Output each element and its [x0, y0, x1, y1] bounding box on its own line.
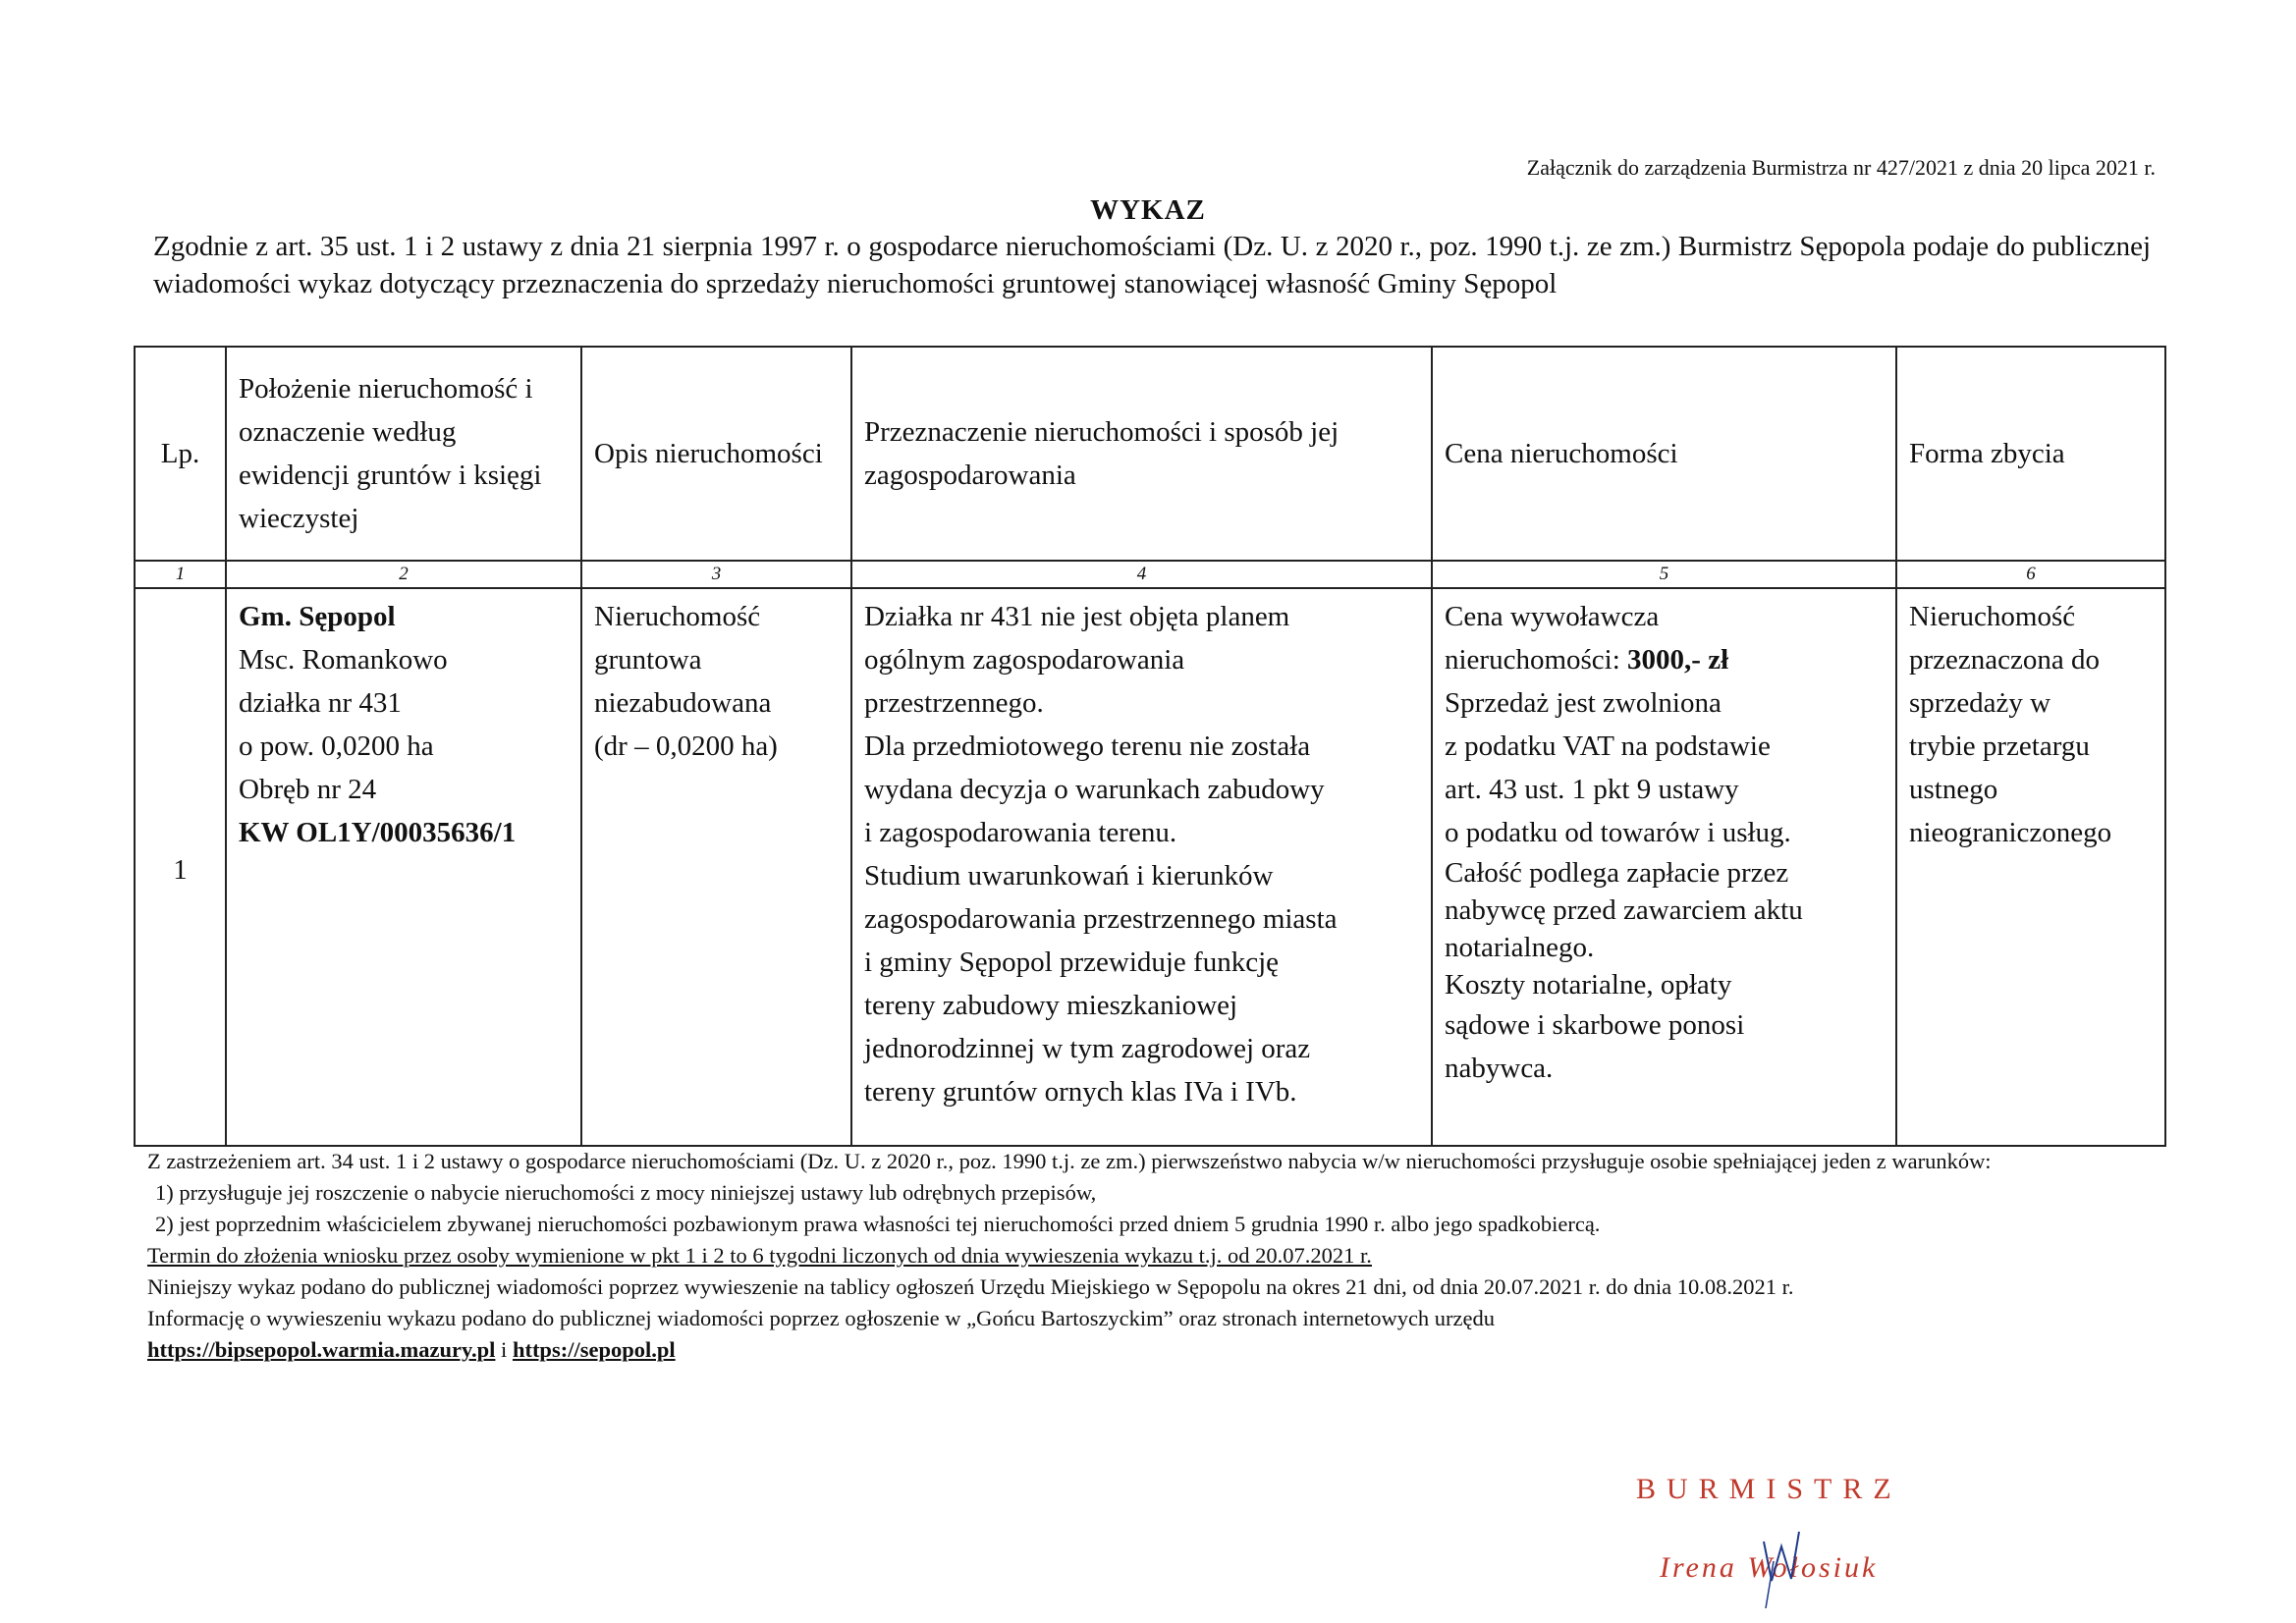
plot-area: o pow. 0,0200 ha: [239, 730, 434, 762]
price-note-line: art. 43 ust. 1 pkt 9 ustawy: [1445, 774, 1739, 805]
signature-mark: [1744, 1502, 1832, 1610]
purpose-line: Dla przedmiotowego terenu nie została: [864, 730, 1311, 762]
purpose-line: wydana decyzja o warunkach zabudowy: [864, 774, 1325, 805]
price-note-line: z podatku VAT na podstawie: [1445, 730, 1771, 762]
cell-description: [581, 588, 851, 1146]
cell-price: [1432, 588, 1896, 1146]
table-row: [135, 588, 2165, 1146]
link-separator: i: [495, 1337, 513, 1362]
column-number: 6: [1896, 561, 2165, 588]
column-number: 1: [135, 561, 226, 588]
info-note: Informację o wywieszeniu wykazu podano do publicznej wiadomości poprzez ogłoszenie w „Gońcu Bartoszyckim” oraz stronach internetowych urzędu: [147, 1306, 1496, 1330]
cell-form: [1896, 588, 2165, 1146]
column-number: 3: [581, 561, 851, 588]
price-prefix: Cena wywoławcza: [1445, 601, 1660, 632]
purpose-line: przestrzennego.: [864, 687, 1044, 719]
form-line: nieograniczonego: [1909, 817, 2112, 848]
header-location: Położenie nieruchomość i oznaczenie według ewidencji gruntów i księgi wieczystej: [226, 347, 581, 561]
form-line: ustnego: [1909, 774, 1998, 805]
notes-section: [147, 1146, 2157, 1366]
price-note-line: nabywca.: [1445, 1053, 1554, 1084]
purpose-line: Działka nr 431 nie jest objęta planem: [864, 601, 1290, 632]
purpose-line: zagospodarowania przestrzennego miasta: [864, 903, 1338, 935]
municipality: Gm. Sępopol: [239, 601, 396, 632]
price-note-line: nabywcę przed zawarciem aktu: [1445, 894, 1803, 926]
condition-2: 2) jest poprzednim właścicielem zbywanej nieruchomości pozbawionym prawa własności tej nieruchomości przed dniem 5 grudnia 1990 r. albo jego spadkobiercą.: [155, 1212, 1601, 1236]
purpose-line: tereny gruntów ornych klas IVa i IVb.: [864, 1076, 1297, 1108]
price-label: nieruchomości:: [1445, 644, 1628, 676]
land-register-number: KW OL1Y/00035636/1: [239, 817, 517, 848]
purpose-line: tereny zabudowy mieszkaniowej: [864, 990, 1238, 1021]
locality: Msc. Romankowo: [239, 644, 448, 676]
website-link[interactable]: https://sepopol.pl: [512, 1337, 676, 1362]
description-line: Nieruchomość: [594, 601, 761, 632]
price-note-line: notarialnego.: [1445, 932, 1595, 963]
form-line: Nieruchomość: [1909, 601, 2076, 632]
purpose-line: ogólnym zagospodarowania: [864, 644, 1185, 676]
column-number-row: [135, 561, 2165, 588]
price-note-line: Sprzedaż jest zwolniona: [1445, 687, 1722, 719]
price-note-line: sądowe i skarbowe ponosi: [1445, 1009, 1745, 1041]
intro-paragraph: Zgodnie z art. 35 ust. 1 i 2 ustawy z dnia 21 sierpnia 1997 r. o gospodarce nieruchomościami (Dz. U. z 2020 r., poz. 1990 t.j. ze zm.) Burmistrz Sępopola podaje do publicznej wiadomości wykaz dotyczący przeznaczenia do sprzedaży nieruchomości gruntowej stanowiącej własność Gminy Sępopol: [153, 231, 2151, 299]
header-form: Forma zbycia: [1896, 347, 2165, 561]
form-line: trybie przetargu: [1909, 730, 2090, 762]
purpose-line: i zagospodarowania terenu.: [864, 817, 1177, 848]
form-line: sprzedaży w: [1909, 687, 2051, 719]
stamp-name: Irena Wołosiuk: [1660, 1551, 1879, 1584]
column-number: 4: [851, 561, 1432, 588]
links-line: [147, 1334, 2157, 1366]
reservation-note: Z zastrzeżeniem art. 34 ust. 1 i 2 ustawy o gospodarce nieruchomościami (Dz. U. z 2020 r., poz. 1990 t.j. ze zm.) pierwszeństwo nabycia w/w nieruchomości przysługuje osobie spełniającej jeden z warunków:: [147, 1149, 1992, 1173]
purpose-line: jednorodzinnej w tym zagrodowej oraz: [864, 1033, 1311, 1064]
document-title: WYKAZ: [1090, 194, 1206, 226]
table-header-row: [135, 347, 2165, 561]
purpose-line: i gminy Sępopol przewiduje funkcję: [864, 947, 1280, 978]
header-lp: Lp.: [135, 347, 226, 561]
header-description: Opis nieruchomości: [581, 347, 851, 561]
column-number: 2: [226, 561, 581, 588]
condition-1: 1) przysługuje jej roszczenie o nabycie nieruchomości z mocy niniejszej ustawy lub odrębnych przepisów,: [155, 1180, 1097, 1205]
header-price: Cena nieruchomości: [1432, 347, 1896, 561]
description-line: gruntowa: [594, 644, 702, 676]
cell-location: [226, 588, 581, 1146]
price-value: 3000,- zł: [1627, 644, 1729, 676]
cell-purpose: [851, 588, 1432, 1146]
property-table: [134, 346, 2166, 1147]
price-note-line: o podatku od towarów i usług.: [1445, 817, 1791, 848]
bip-link[interactable]: https://bipsepopol.warmia.mazury.pl: [147, 1337, 496, 1362]
description-line: niezabudowana: [594, 687, 772, 719]
column-number: 5: [1432, 561, 1896, 588]
plot-number: działka nr 431: [239, 687, 402, 719]
attachment-note: Załącznik do zarządzenia Burmistrza nr 427/2021 z dnia 20 lipca 2021 r.: [1526, 155, 2156, 180]
posting-note: Niniejszy wykaz podano do publicznej wiadomości poprzez wywieszenie na tablicy ogłoszeń Urzędu Miejskiego w Sępopolu na okres 21 dni, od dnia 20.07.2021 r. do dnia 10.08.2021 r.: [147, 1274, 1794, 1299]
price-line: [1445, 638, 1884, 681]
description-line: (dr – 0,0200 ha): [594, 730, 778, 762]
purpose-line: Studium uwarunkowań i kierunków: [864, 860, 1274, 892]
stamp-title: BURMISTRZ: [1636, 1473, 1902, 1505]
cell-lp: 1: [135, 588, 226, 1146]
price-note-line: Koszty notarialne, opłaty: [1445, 969, 1732, 1001]
deadline-note: Termin do złożenia wniosku przez osoby wymienione w pkt 1 i 2 to 6 tygodni liczonych od dnia wywieszenia wykazu t.j. od 20.07.2021 r.: [147, 1243, 1372, 1268]
form-line: przeznaczona do: [1909, 644, 2101, 676]
header-purpose: Przeznaczenie nieruchomości i sposób jej zagospodarowania: [851, 347, 1432, 561]
price-note-line: Całość podlega zapłacie przez: [1445, 857, 1789, 889]
precinct: Obręb nr 24: [239, 774, 377, 805]
